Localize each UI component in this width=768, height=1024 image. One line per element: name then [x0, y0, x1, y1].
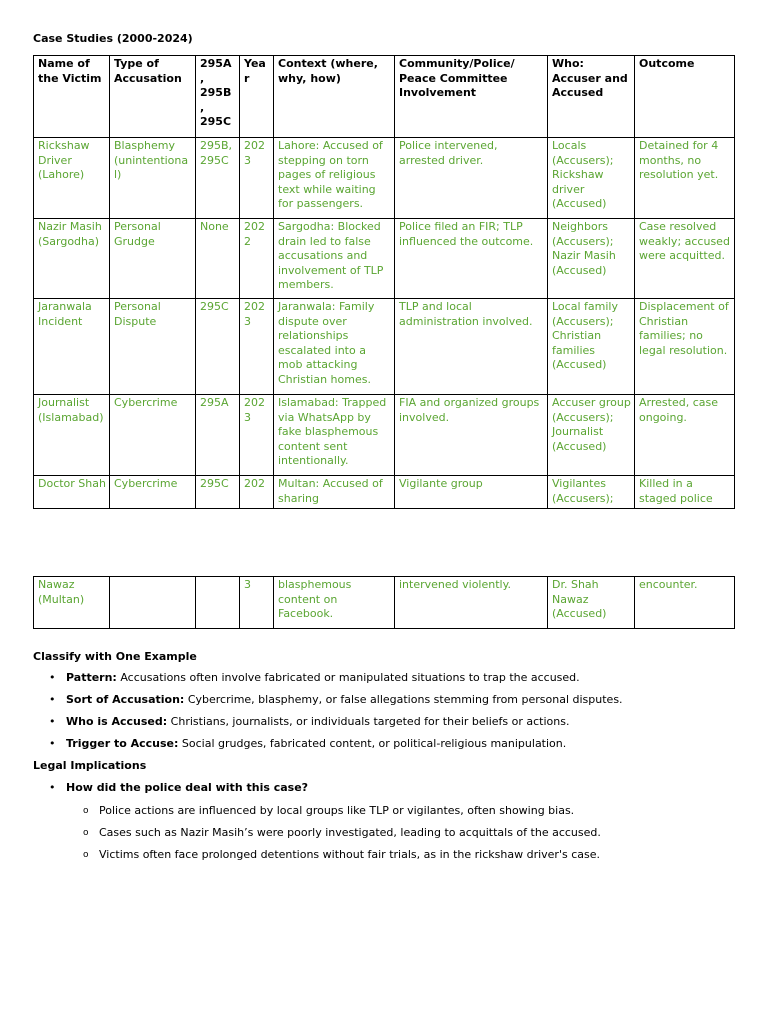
table-row [34, 476, 735, 509]
bullet-icon: • [49, 737, 56, 750]
table-cell: 295C [196, 299, 240, 395]
item-label: Pattern: [66, 671, 117, 684]
table-cell: 295C [196, 476, 240, 509]
table-cell: Lahore: Accused of stepping on torn pages of religious text while waiting for passengers. [274, 138, 395, 219]
case-studies-table [33, 55, 735, 509]
table-cell: Blasphemy (unintentiona l) [110, 138, 196, 219]
table-cell [110, 577, 196, 629]
table-cell: Jaranwala: Family dispute over relationships escalated into a mob attacking Christian homes. [274, 299, 395, 395]
table-cell: Nazir Masih (Sargodha) [34, 219, 110, 299]
item-label: Trigger to Accuse: [66, 737, 179, 750]
bullet-icon: • [49, 715, 56, 728]
table-cell: Killed in a staged police [635, 476, 735, 509]
case-studies-table-continued [33, 576, 735, 629]
sub-bullet-icon: o [83, 828, 89, 838]
table-cell: Multan: Accused of sharing [274, 476, 395, 509]
point-text: Police actions are influenced by local groups like TLP or vigilantes, often showing bias. [99, 804, 575, 817]
table-cell: Jaranwala Incident [34, 299, 110, 395]
header-cell: Community/Police/ Peace Committee Involvement [395, 56, 548, 138]
table-cell: Police intervened, arrested driver. [395, 138, 548, 219]
table-cell: 202 3 [240, 138, 274, 219]
header-cell: Type of Accusation [110, 56, 196, 138]
table-cell: 202 3 [240, 395, 274, 476]
item-text: Christians, journalists, or individuals targeted for their beliefs or actions. [167, 715, 570, 728]
item-text: Cybercrime, blasphemy, or false allegations stemming from personal disputes. [184, 693, 623, 706]
item-label: Sort of Accusation: [66, 693, 185, 706]
table-cell: 202 3 [240, 299, 274, 395]
header-cell: 295A , 295B , 295C [196, 56, 240, 138]
table-cell: 295A [196, 395, 240, 476]
point-text: Cases such as Nazir Masih’s were poorly investigated, leading to acquittals of the accused. [99, 826, 601, 839]
table-cell: Locals (Accusers); Rickshaw driver (Accused) [548, 138, 635, 219]
sub-bullet-icon: o [83, 806, 89, 816]
table-row [34, 138, 735, 219]
table-cell: Islamabad: Trapped via WhatsApp by fake blasphemous content sent intentionally. [274, 395, 395, 476]
table-cell: blasphemous content on Facebook. [274, 577, 395, 629]
table-row [34, 395, 735, 476]
table-cell: Local family (Accusers); Christian families (Accused) [548, 299, 635, 395]
table-cell: 295B, 295C [196, 138, 240, 219]
table-header-row [34, 56, 735, 138]
item-text: Social grudges, fabricated content, or political-religious manipulation. [178, 737, 567, 750]
table-cell: Journalist (Islamabad) [34, 395, 110, 476]
classify-heading: Classify with One Example [33, 650, 197, 663]
table-cell: Neighbors (Accusers); Nazir Masih (Accused) [548, 219, 635, 299]
table-cell: Sargodha: Blocked drain led to false accusations and involvement of TLP members. [274, 219, 395, 299]
table-cell: encounter. [635, 577, 735, 629]
table-cell: Vigilantes (Accusers); [548, 476, 635, 509]
table-cell: TLP and local administration involved. [395, 299, 548, 395]
table-row [34, 299, 735, 395]
header-cell: Name of the Victim [34, 56, 110, 138]
header-cell: Context (where, why, how) [274, 56, 395, 138]
table-cell: Arrested, case ongoing. [635, 395, 735, 476]
table-row [34, 577, 735, 629]
table-cell: 3 [240, 577, 274, 629]
table-cell: Nawaz (Multan) [34, 577, 110, 629]
table-cell: Detained for 4 months, no resolution yet. [635, 138, 735, 219]
table-row [34, 219, 735, 299]
legal-heading: Legal Implications [33, 759, 147, 772]
table-cell: Accuser group (Accusers); Journalist (Accused) [548, 395, 635, 476]
header-cell: Yea r [240, 56, 274, 138]
table-cell: 202 [240, 476, 274, 509]
table-cell: Vigilante group [395, 476, 548, 509]
item-label: Who is Accused: [66, 715, 168, 728]
legal-question: How did the police deal with this case? [66, 781, 309, 794]
table-cell: None [196, 219, 240, 299]
bullet-icon: • [49, 693, 56, 706]
table-cell: Dr. Shah Nawaz (Accused) [548, 577, 635, 629]
table-cell: FIA and organized groups involved. [395, 395, 548, 476]
table-cell: Cybercrime [110, 395, 196, 476]
table-cell: Doctor Shah [34, 476, 110, 509]
bullet-icon: • [49, 671, 56, 684]
table-cell: Cybercrime [110, 476, 196, 509]
table-cell: intervened violently. [395, 577, 548, 629]
table-cell: 202 2 [240, 219, 274, 299]
page-title: Case Studies (2000-2024) [33, 32, 193, 45]
table-cell [196, 577, 240, 629]
header-cell: Who: Accuser and Accused [548, 56, 635, 138]
header-cell: Outcome [635, 56, 735, 138]
item-text: Accusations often involve fabricated or manipulated situations to trap the accused. [116, 671, 580, 684]
table-cell: Personal Dispute [110, 299, 196, 395]
point-text: Victims often face prolonged detentions without fair trials, as in the rickshaw driver's case. [99, 848, 600, 861]
table-cell: Personal Grudge [110, 219, 196, 299]
table-cell: Rickshaw Driver (Lahore) [34, 138, 110, 219]
table-cell: Police filed an FIR; TLP influenced the outcome. [395, 219, 548, 299]
table-cell: Displacement of Christian families; no legal resolution. [635, 299, 735, 395]
sub-bullet-icon: o [83, 850, 89, 860]
table-cell: Case resolved weakly; accused were acquitted. [635, 219, 735, 299]
bullet-icon: • [49, 781, 56, 794]
